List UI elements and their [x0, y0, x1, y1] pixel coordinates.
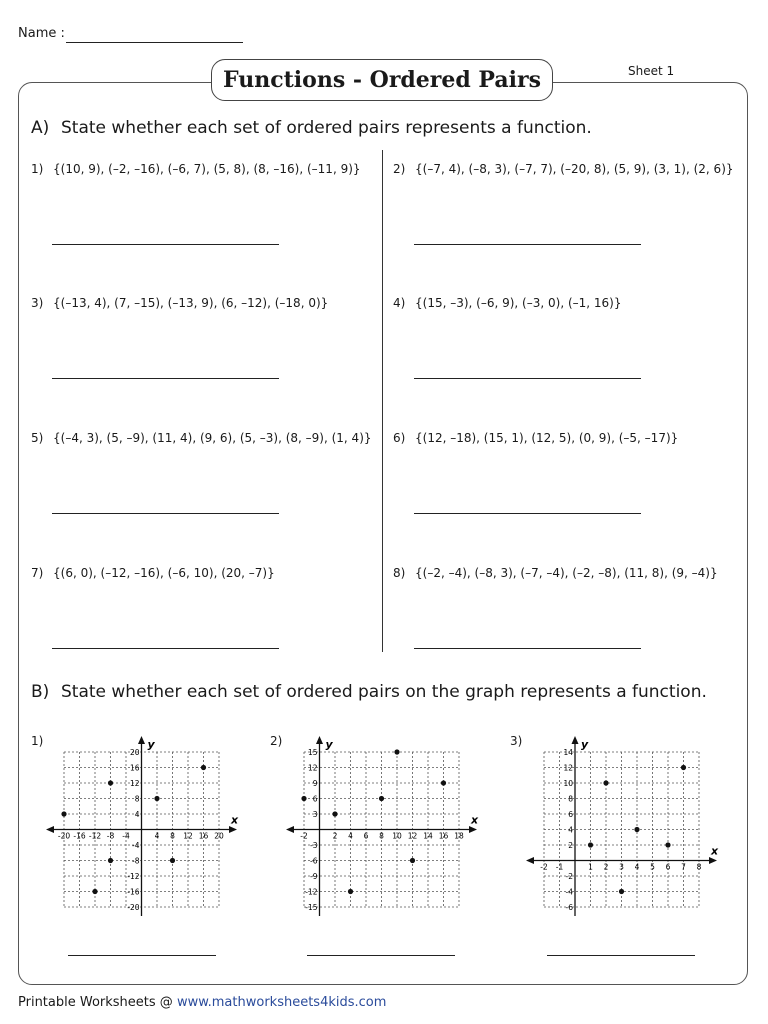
x-axis-label: x — [231, 813, 239, 827]
problem-text: {(–13, 4), (7, –15), (–13, 9), (6, –12), (–18, 0)} — [53, 296, 329, 310]
y-tick-label: 10 — [563, 779, 573, 788]
data-point — [301, 796, 306, 801]
footer-link[interactable]: www.mathworksheets4kids.com — [176, 995, 387, 1010]
graph-2 — [284, 736, 484, 916]
y-tick-label: 4 — [134, 810, 140, 819]
x-tick-label: 8 — [696, 862, 702, 872]
x-tick-label: -2 — [540, 862, 548, 872]
x-tick-label: -2 — [300, 831, 308, 841]
y-tick-label: -15 — [305, 903, 318, 912]
x-tick-label: 2 — [603, 862, 609, 872]
page-title: Functions - Ordered Pairs — [223, 67, 541, 93]
problem-6 — [393, 431, 678, 445]
section-b-instruction: State whether each set of ordered pairs on the graph represents a function. — [61, 682, 707, 702]
y-tick-label: -4 — [132, 841, 140, 850]
data-point — [61, 811, 66, 816]
problem-number: 5) — [31, 431, 44, 445]
answer-line-8[interactable] — [414, 648, 641, 649]
x-tick-label: 2 — [332, 831, 338, 841]
data-point — [603, 780, 608, 785]
problem-number: 6) — [393, 431, 406, 445]
x-tick-label: 8 — [379, 831, 384, 841]
title-box — [211, 59, 553, 101]
x-tick-label: 10 — [392, 831, 402, 841]
name-label: Name : — [18, 26, 65, 41]
section-b-heading — [31, 682, 707, 702]
x-tick-label: 4 — [634, 862, 640, 872]
x-axis-arrow-left — [526, 857, 534, 864]
problem-4 — [393, 296, 621, 310]
y-tick-label: 9 — [312, 779, 318, 788]
answer-line-3[interactable] — [52, 378, 279, 379]
data-point — [92, 889, 97, 894]
y-tick-label: -16 — [127, 887, 140, 897]
x-axis-arrow-left — [46, 826, 54, 833]
answer-line-4[interactable] — [414, 378, 641, 379]
y-tick-label: -20 — [127, 903, 140, 912]
y-tick-label: 20 — [129, 748, 140, 757]
problem-text: {(–4, 3), (5, –9), (11, 4), (9, 6), (5, –3), (8, –9), (1, 4)} — [53, 431, 372, 445]
problem-number: 1) — [31, 162, 44, 176]
data-point — [379, 796, 384, 801]
x-tick-label: -12 — [88, 831, 102, 841]
problem-number: 4) — [393, 296, 406, 310]
y-tick-label: 6 — [568, 810, 573, 819]
y-tick-label: -8 — [132, 856, 140, 866]
y-tick-label: 3 — [312, 810, 318, 819]
x-tick-label: 7 — [681, 862, 686, 872]
x-tick-label: 5 — [650, 862, 655, 872]
data-point — [410, 858, 415, 863]
answer-line-2[interactable] — [414, 244, 641, 245]
y-axis-arrow-up — [572, 736, 579, 744]
problem-2 — [393, 162, 734, 176]
x-tick-label: 12 — [183, 831, 193, 841]
problem-number: 7) — [31, 566, 44, 580]
y-tick-label: 4 — [568, 825, 573, 835]
graph-3 — [524, 736, 724, 916]
x-tick-label: 16 — [438, 831, 449, 841]
y-tick-label: 16 — [129, 763, 140, 773]
answer-line-7[interactable] — [52, 648, 279, 649]
y-axis-arrow-up — [316, 736, 323, 744]
data-point — [108, 780, 113, 785]
y-tick-label: 12 — [563, 763, 573, 773]
x-tick-label: 3 — [619, 862, 624, 872]
problem-3 — [31, 296, 328, 310]
problem-7 — [31, 566, 275, 580]
data-point — [201, 765, 206, 770]
problem-text: {(10, 9), (–2, –16), (–6, 7), (5, 8), (8, –16), (–11, 9)} — [53, 162, 361, 176]
name-answer-line[interactable] — [66, 42, 243, 43]
y-axis-label: y — [147, 738, 155, 751]
data-point — [588, 842, 593, 847]
y-tick-label: -4 — [565, 887, 573, 897]
problem-text: {(–2, –4), (–8, 3), (–7, –4), (–2, –8), (11, 8), (9, –4)} — [415, 566, 718, 580]
problem-number: 3) — [31, 296, 44, 310]
problem-1 — [31, 162, 361, 176]
y-axis-arrow-up — [138, 736, 145, 744]
x-tick-label: 12 — [407, 831, 418, 841]
data-point — [441, 780, 446, 785]
section-a-letter: A) — [31, 118, 50, 138]
y-tick-label: 14 — [563, 748, 573, 757]
problem-text: {(–7, 4), (–8, 3), (–7, 7), (–20, 8), (5, 9), (3, 1), (2, 6)} — [415, 162, 734, 176]
data-point — [634, 827, 639, 832]
x-tick-label: 14 — [423, 831, 433, 841]
x-tick-label: 16 — [198, 831, 209, 841]
x-axis-label: x — [471, 813, 479, 827]
y-tick-label: 6 — [312, 794, 318, 804]
y-tick-label: -9 — [310, 872, 318, 881]
sheet-label: Sheet 1 — [628, 64, 675, 78]
problem-text: {(6, 0), (–12, –16), (–6, 10), (20, –7)} — [53, 566, 275, 580]
y-tick-label: -12 — [305, 887, 318, 897]
graph-2-number: 2) — [270, 734, 283, 748]
data-point — [348, 889, 353, 894]
graph-2-answer-line[interactable] — [307, 955, 455, 956]
graph-1-answer-line[interactable] — [68, 955, 216, 956]
data-point — [665, 842, 670, 847]
answer-line-6[interactable] — [414, 513, 641, 514]
problem-text: {(15, –3), (–6, 9), (–3, 0), (–1, 16)} — [415, 296, 622, 310]
footer — [18, 995, 386, 1010]
answer-line-1[interactable] — [52, 244, 279, 245]
y-tick-label: 12 — [129, 779, 140, 788]
x-tick-label: 8 — [170, 831, 175, 841]
problem-5 — [31, 431, 372, 445]
problem-8 — [393, 566, 718, 580]
x-axis-arrow-left — [286, 826, 294, 833]
y-tick-label: 2 — [568, 841, 573, 850]
x-tick-label: -20 — [57, 831, 71, 841]
data-point — [170, 858, 175, 863]
y-tick-label: 15 — [307, 748, 318, 757]
x-tick-label: 6 — [363, 831, 369, 841]
x-tick-label: 6 — [665, 862, 671, 872]
y-axis-label: y — [581, 738, 589, 751]
graph-1 — [44, 736, 244, 916]
x-tick-label: 4 — [348, 831, 353, 841]
graph-1-number: 1) — [31, 734, 44, 748]
section-b-letter: B) — [31, 682, 50, 702]
graph-3-answer-line[interactable] — [547, 955, 695, 956]
y-tick-label: -12 — [127, 872, 140, 881]
graph-3-number: 3) — [510, 734, 523, 748]
x-tick-label: 1 — [588, 862, 593, 872]
x-axis-arrow-right — [229, 826, 237, 833]
problem-text: {(12, –18), (15, 1), (12, 5), (0, 9), (–5, –17)} — [415, 431, 679, 445]
data-point — [154, 796, 159, 801]
y-tick-label: 8 — [134, 794, 140, 804]
section-a-heading — [31, 118, 592, 138]
y-axis-label: y — [325, 738, 333, 751]
y-tick-label: 12 — [307, 763, 318, 773]
data-point — [394, 749, 399, 754]
y-tick-label: -2 — [565, 872, 573, 881]
problem-number: 8) — [393, 566, 406, 580]
x-axis-arrow-right — [709, 857, 717, 864]
problem-number: 2) — [393, 162, 406, 176]
x-tick-label: 20 — [214, 831, 224, 841]
x-tick-label: -16 — [73, 831, 86, 841]
x-axis-label: x — [711, 844, 719, 858]
y-tick-label: -6 — [310, 856, 318, 866]
x-axis-arrow-right — [469, 826, 477, 833]
x-tick-label: -1 — [555, 862, 564, 872]
y-tick-label: -6 — [565, 903, 573, 912]
x-tick-label: 18 — [454, 831, 464, 841]
x-tick-label: -4 — [122, 831, 130, 841]
y-tick-label: 8 — [568, 794, 573, 804]
x-tick-label: 4 — [154, 831, 160, 841]
data-point — [332, 811, 337, 816]
x-tick-label: -8 — [106, 831, 115, 841]
data-point — [681, 765, 686, 770]
column-divider — [382, 150, 383, 652]
y-tick-label: -3 — [310, 841, 318, 850]
data-point — [619, 889, 624, 894]
section-a-instruction: State whether each set of ordered pairs represents a function. — [61, 118, 592, 138]
answer-line-5[interactable] — [52, 513, 279, 514]
footer-prefix: Printable Worksheets @ — [18, 995, 177, 1010]
data-point — [108, 858, 113, 863]
